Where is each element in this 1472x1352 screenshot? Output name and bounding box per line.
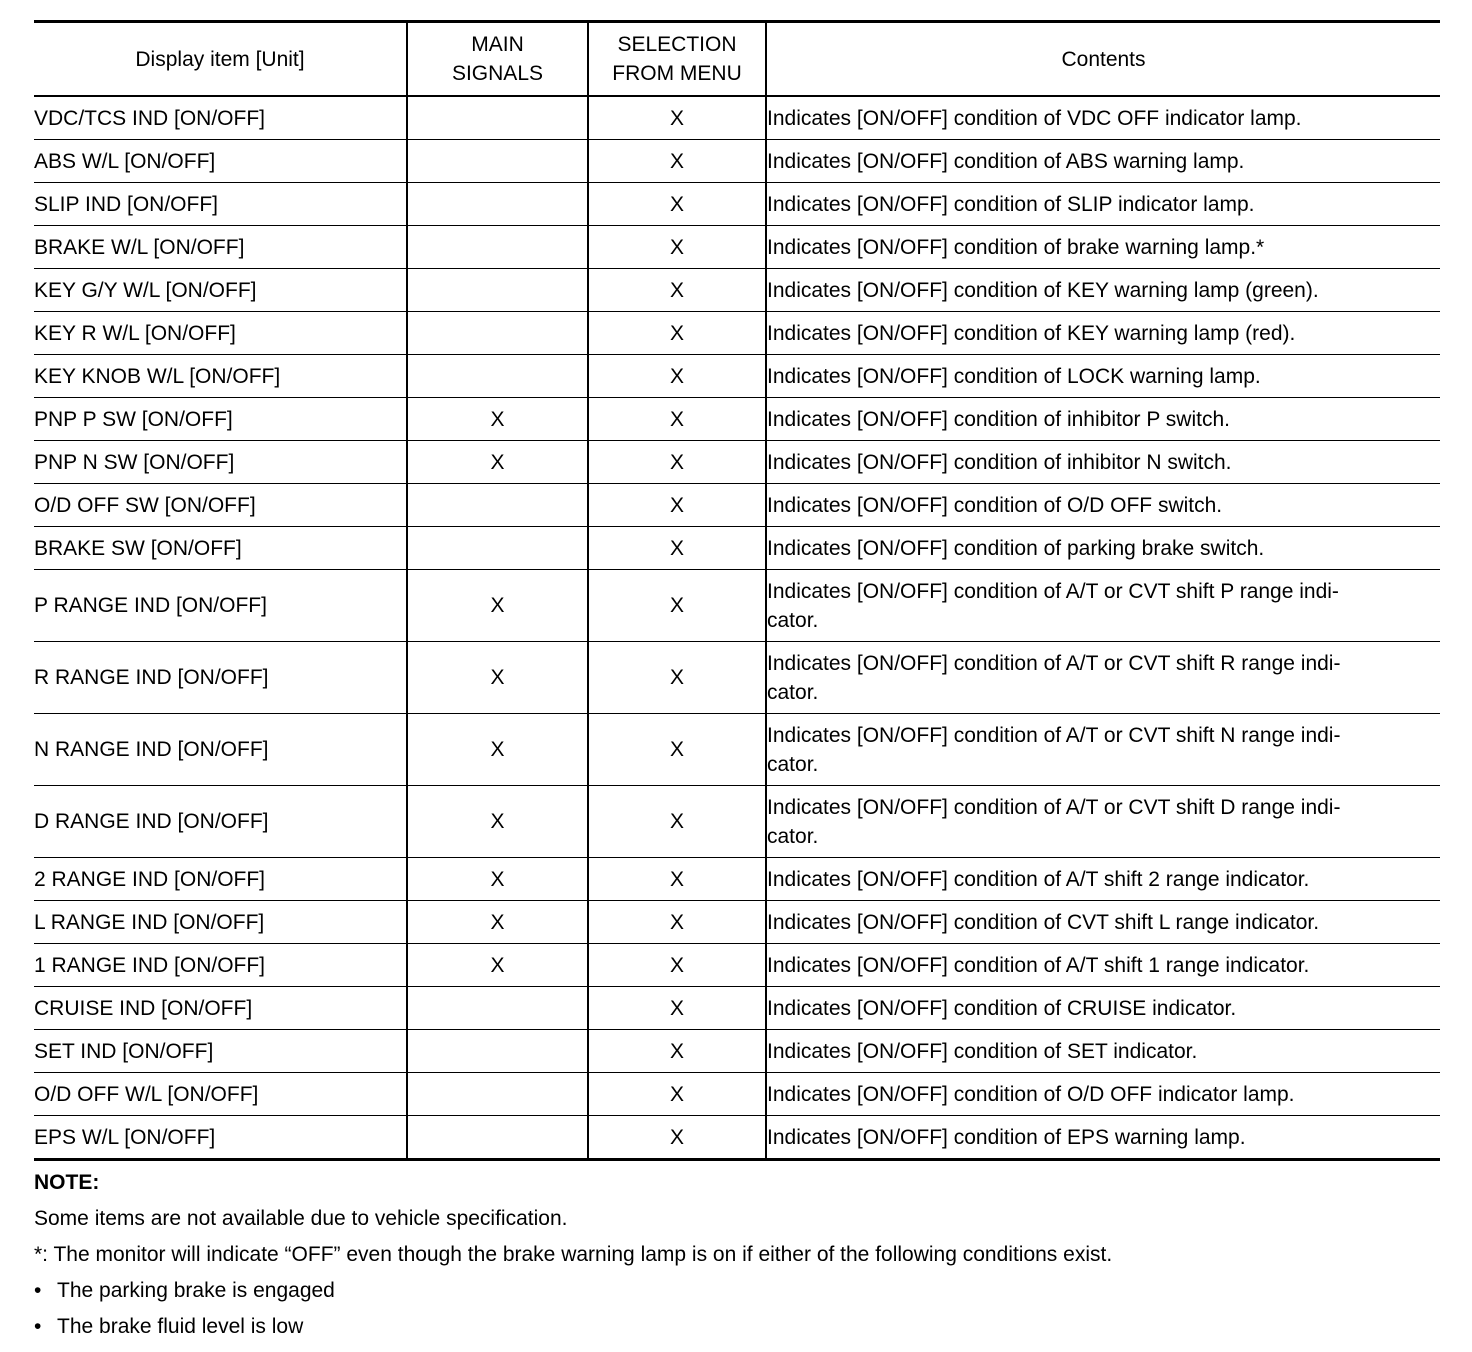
contents-cell: Indicates [ON/OFF] condition of parking brake switch. (766, 527, 1440, 570)
display-item-cell: R RANGE IND [ON/OFF] (34, 642, 407, 714)
note-section (34, 1165, 1440, 1345)
header-contents: Contents (766, 22, 1440, 97)
main-signals-cell (407, 183, 588, 226)
main-signals-cell (407, 226, 588, 269)
selection-from-menu-cell: X (588, 183, 766, 226)
contents-cell: Indicates [ON/OFF] condition of KEY warning lamp (red). (766, 312, 1440, 355)
table-row (34, 527, 1440, 570)
bullet-icon: • (34, 1279, 42, 1302)
selection-from-menu-cell: X (588, 714, 766, 786)
note-title: NOTE: (34, 1171, 100, 1194)
contents-cell: Indicates [ON/OFF] condition of A/T shift 2 range indicator. (766, 858, 1440, 901)
header-main-signals (407, 22, 588, 97)
note-bullet-item (34, 1309, 1440, 1345)
selection-from-menu-cell: X (588, 642, 766, 714)
selection-from-menu-cell: X (588, 441, 766, 484)
main-signals-cell: X (407, 642, 588, 714)
display-item-cell: SET IND [ON/OFF] (34, 1030, 407, 1073)
contents-cell: Indicates [ON/OFF] condition of ABS warning lamp. (766, 140, 1440, 183)
main-signals-cell: X (407, 858, 588, 901)
contents-cell: Indicates [ON/OFF] condition of KEY warning lamp (green). (766, 269, 1440, 312)
main-signals-cell: X (407, 786, 588, 858)
display-item-cell: KEY G/Y W/L [ON/OFF] (34, 269, 407, 312)
selection-from-menu-cell: X (588, 1116, 766, 1160)
selection-from-menu-cell: X (588, 858, 766, 901)
contents-cell: Indicates [ON/OFF] condition of A/T or CVT shift R range indi- cator. (766, 642, 1440, 714)
table-row (34, 944, 1440, 987)
main-signals-cell (407, 1073, 588, 1116)
table-row (34, 355, 1440, 398)
display-item-cell: KEY R W/L [ON/OFF] (34, 312, 407, 355)
note-bullet-text: The parking brake is engaged (57, 1279, 335, 1302)
display-item-cell: N RANGE IND [ON/OFF] (34, 714, 407, 786)
selection-from-menu-cell: X (588, 570, 766, 642)
contents-cell: Indicates [ON/OFF] condition of O/D OFF switch. (766, 484, 1440, 527)
display-item-cell: ABS W/L [ON/OFF] (34, 140, 407, 183)
display-item-table (34, 20, 1440, 1161)
main-signals-cell: X (407, 398, 588, 441)
table-row (34, 183, 1440, 226)
header-main-signals-label: MAIN SIGNALS (451, 33, 544, 85)
header-selection-label: SELECTION FROM MENU (612, 33, 742, 85)
selection-from-menu-cell: X (588, 226, 766, 269)
contents-cell: Indicates [ON/OFF] condition of A/T or CVT shift D range indi- cator. (766, 786, 1440, 858)
table-row (34, 398, 1440, 441)
main-signals-cell (407, 312, 588, 355)
main-signals-cell (407, 484, 588, 527)
display-item-cell: KEY KNOB W/L [ON/OFF] (34, 355, 407, 398)
display-item-cell: P RANGE IND [ON/OFF] (34, 570, 407, 642)
selection-from-menu-cell: X (588, 398, 766, 441)
contents-cell: Indicates [ON/OFF] condition of brake warning lamp.* (766, 226, 1440, 269)
table-row (34, 1116, 1440, 1160)
contents-cell: Indicates [ON/OFF] condition of VDC OFF indicator lamp. (766, 96, 1440, 140)
main-signals-cell: X (407, 441, 588, 484)
selection-from-menu-cell: X (588, 527, 766, 570)
main-signals-cell (407, 96, 588, 140)
selection-from-menu-cell: X (588, 1030, 766, 1073)
table-row (34, 901, 1440, 944)
contents-cell: Indicates [ON/OFF] condition of A/T or CVT shift N range indi- cator. (766, 714, 1440, 786)
header-selection-from-menu (588, 22, 766, 97)
main-signals-cell: X (407, 901, 588, 944)
table-row (34, 96, 1440, 140)
table-row (34, 714, 1440, 786)
display-item-cell: EPS W/L [ON/OFF] (34, 1116, 407, 1160)
contents-cell: Indicates [ON/OFF] condition of CRUISE indicator. (766, 987, 1440, 1030)
display-item-cell: L RANGE IND [ON/OFF] (34, 901, 407, 944)
contents-cell: Indicates [ON/OFF] condition of O/D OFF indicator lamp. (766, 1073, 1440, 1116)
contents-cell: Indicates [ON/OFF] condition of A/T or CVT shift P range indi- cator. (766, 570, 1440, 642)
contents-cell: Indicates [ON/OFF] condition of EPS warning lamp. (766, 1116, 1440, 1160)
display-item-cell: SLIP IND [ON/OFF] (34, 183, 407, 226)
selection-from-menu-cell: X (588, 786, 766, 858)
note-bullet-text: The brake fluid level is low (57, 1315, 304, 1338)
selection-from-menu-cell: X (588, 987, 766, 1030)
main-signals-cell (407, 355, 588, 398)
selection-from-menu-cell: X (588, 96, 766, 140)
note-line: *: The monitor will indicate “OFF” even though the brake warning lamp is on if either of the following conditions exist. (34, 1243, 1113, 1266)
selection-from-menu-cell: X (588, 355, 766, 398)
display-item-cell: 2 RANGE IND [ON/OFF] (34, 858, 407, 901)
table-header-row (34, 22, 1440, 97)
table-row (34, 140, 1440, 183)
main-signals-cell (407, 269, 588, 312)
main-signals-cell: X (407, 714, 588, 786)
display-item-cell: VDC/TCS IND [ON/OFF] (34, 106, 265, 130)
contents-cell: Indicates [ON/OFF] condition of LOCK warning lamp. (766, 355, 1440, 398)
main-signals-cell: X (407, 570, 588, 642)
table-row (34, 441, 1440, 484)
contents-cell: Indicates [ON/OFF] condition of inhibitor N switch. (766, 441, 1440, 484)
main-signals-cell (407, 987, 588, 1030)
table-row (34, 1073, 1440, 1116)
selection-from-menu-cell: X (588, 140, 766, 183)
display-item-cell: PNP N SW [ON/OFF] (34, 441, 407, 484)
display-item-cell: 1 RANGE IND [ON/OFF] (34, 944, 407, 987)
selection-from-menu-cell: X (588, 944, 766, 987)
display-item-cell: BRAKE SW [ON/OFF] (34, 527, 407, 570)
contents-cell: Indicates [ON/OFF] condition of SLIP indicator lamp. (766, 183, 1440, 226)
bullet-icon: • (34, 1315, 42, 1338)
table-row (34, 269, 1440, 312)
table-row (34, 484, 1440, 527)
document (34, 20, 1440, 1345)
main-signals-cell: X (407, 944, 588, 987)
table-row (34, 226, 1440, 269)
contents-cell: Indicates [ON/OFF] condition of inhibitor P switch. (766, 398, 1440, 441)
table-row (34, 858, 1440, 901)
display-item-cell: D RANGE IND [ON/OFF] (34, 786, 407, 858)
table-row (34, 987, 1440, 1030)
main-signals-cell (407, 1116, 588, 1160)
selection-from-menu-cell: X (588, 484, 766, 527)
table-row (34, 786, 1440, 858)
table-row (34, 642, 1440, 714)
note-bullet-item (34, 1273, 1440, 1309)
main-signals-cell (407, 527, 588, 570)
selection-from-menu-cell: X (588, 901, 766, 944)
table-row (34, 570, 1440, 642)
header-display-item: Display item [Unit] (34, 22, 407, 97)
table-row (34, 1030, 1440, 1073)
display-item-cell: PNP P SW [ON/OFF] (34, 398, 407, 441)
table-row (34, 312, 1440, 355)
display-item-cell: O/D OFF W/L [ON/OFF] (34, 1073, 407, 1116)
selection-from-menu-cell: X (588, 269, 766, 312)
contents-cell: Indicates [ON/OFF] condition of CVT shift L range indicator. (766, 901, 1440, 944)
main-signals-cell (407, 140, 588, 183)
table-body (34, 96, 1440, 1160)
contents-cell: Indicates [ON/OFF] condition of SET indicator. (766, 1030, 1440, 1073)
contents-cell: Indicates [ON/OFF] condition of A/T shift 1 range indicator. (766, 944, 1440, 987)
selection-from-menu-cell: X (588, 1073, 766, 1116)
display-item-cell: CRUISE IND [ON/OFF] (34, 987, 407, 1030)
display-item-cell: O/D OFF SW [ON/OFF] (34, 484, 407, 527)
main-signals-cell (407, 1030, 588, 1073)
display-item-cell: BRAKE W/L [ON/OFF] (34, 226, 407, 269)
note-line: Some items are not available due to vehicle specification. (34, 1207, 568, 1230)
selection-from-menu-cell: X (588, 312, 766, 355)
